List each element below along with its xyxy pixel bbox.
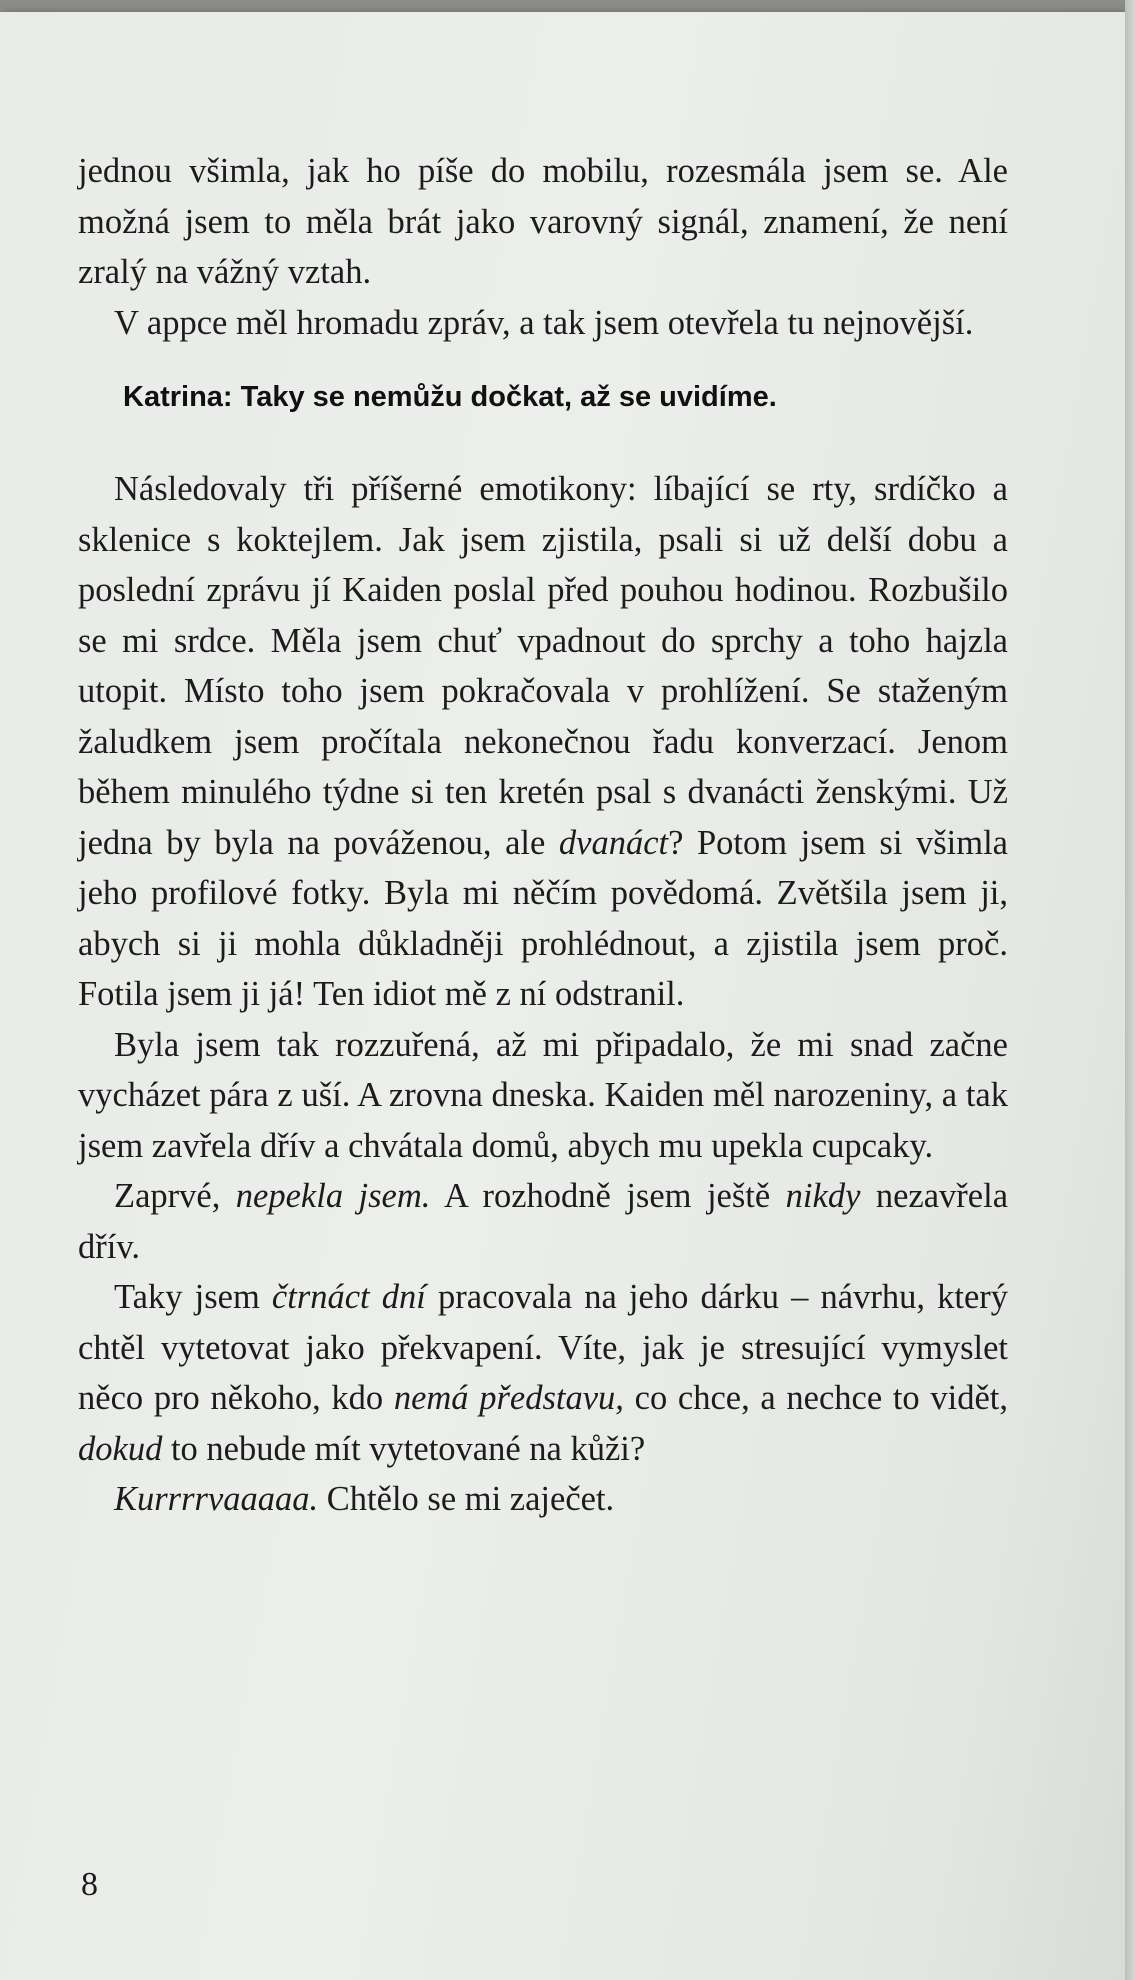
paragraph-3: Následovaly tři příšerné emotikony: líbající se rty, srdíčko a sklenice s koktejlem. Jak jsem zjistila, psali si už delší dobu a poslední zprávu jí Kaiden poslal před pouhou hodinou. Rozbušilo se mi srdce. Měla jsem chuť vpadnout do sprchy a toho hajzla utopit. Místo toho jsem pokračovala v prohlížení. Se staženým žaludkem jsem pročítala nekonečnou řadu konverzací. Jenom během minulého týdne si ten kretén psal s dvanácti ženskými. Už jedna by byla na pováženou, ale dvanáct? Potom jsem si všimla jeho profilové fotky. Byla mi něčím povědomá. Zvětšila jsem ji, abych si ji mohla důkladněji prohlédnout, a zjistila jsem proč. Fotila jsem ji já! Ten idiot mě z ní odstranil.: [78, 470, 1008, 1013]
body-text: [78, 146, 1008, 1525]
emphasis-nema-predstavu: nemá představu,: [393, 1379, 624, 1417]
paragraph-5: Zaprvé, nepekla jsem. A rozhodně jsem ještě nikdy nezavřela dřív.: [78, 1177, 1009, 1266]
page-number: 8: [81, 1866, 98, 1903]
emphasis-nepekla: nepekla jsem.: [235, 1177, 431, 1215]
emphasis-dvanact: dvanáct: [558, 823, 669, 862]
paragraph-7: Kurrrrvaaaaa. Chtělo se mi zaječet.: [114, 1480, 615, 1518]
emphasis-ctrnact-dni: čtrnáct dní: [271, 1278, 426, 1316]
page-edge: [1125, 0, 1135, 1980]
paragraph-6: Taky jsem čtrnáct dní pracovala na jeho dárku – návrhu, který chtěl vytetovat jako překvapení. Víte, jak je stresující vymyslet něco pro někoho, kdo nemá představu, co chce, a nechce to vidět, dokud to nebude mít vytetované na kůži?: [78, 1278, 1008, 1468]
emphasis-dokud: dokud: [78, 1429, 163, 1468]
emphasis-kurva: Kurrrrvaaaaa.: [114, 1480, 319, 1518]
book-page: [0, 12, 1125, 1980]
emphasis-nikdy: nikdy: [785, 1177, 861, 1215]
paragraph-1: jednou všimla, jak ho píše do mobilu, rozesmála jsem se. Ale možná jsem to měla brát jako varovný signál, znamení, že není zralý na vážný vztah.: [78, 152, 1008, 291]
paragraph-4: Byla jsem tak rozzuřená, až mi připadalo, že mi snad začne vycházet pára z uší. A zrovna dneska. Kaiden měl narozeniny, a tak jsem zavřela dřív a chvátala domů, abych mu upekla cupcaky.: [78, 1025, 1008, 1165]
paragraph-2: V appce měl hromadu zpráv, a tak jsem otevřela tu nejnovější.: [114, 303, 974, 342]
chat-message: Katrina: Taky se nemůžu dočkat, až se uvidíme.: [123, 381, 777, 413]
